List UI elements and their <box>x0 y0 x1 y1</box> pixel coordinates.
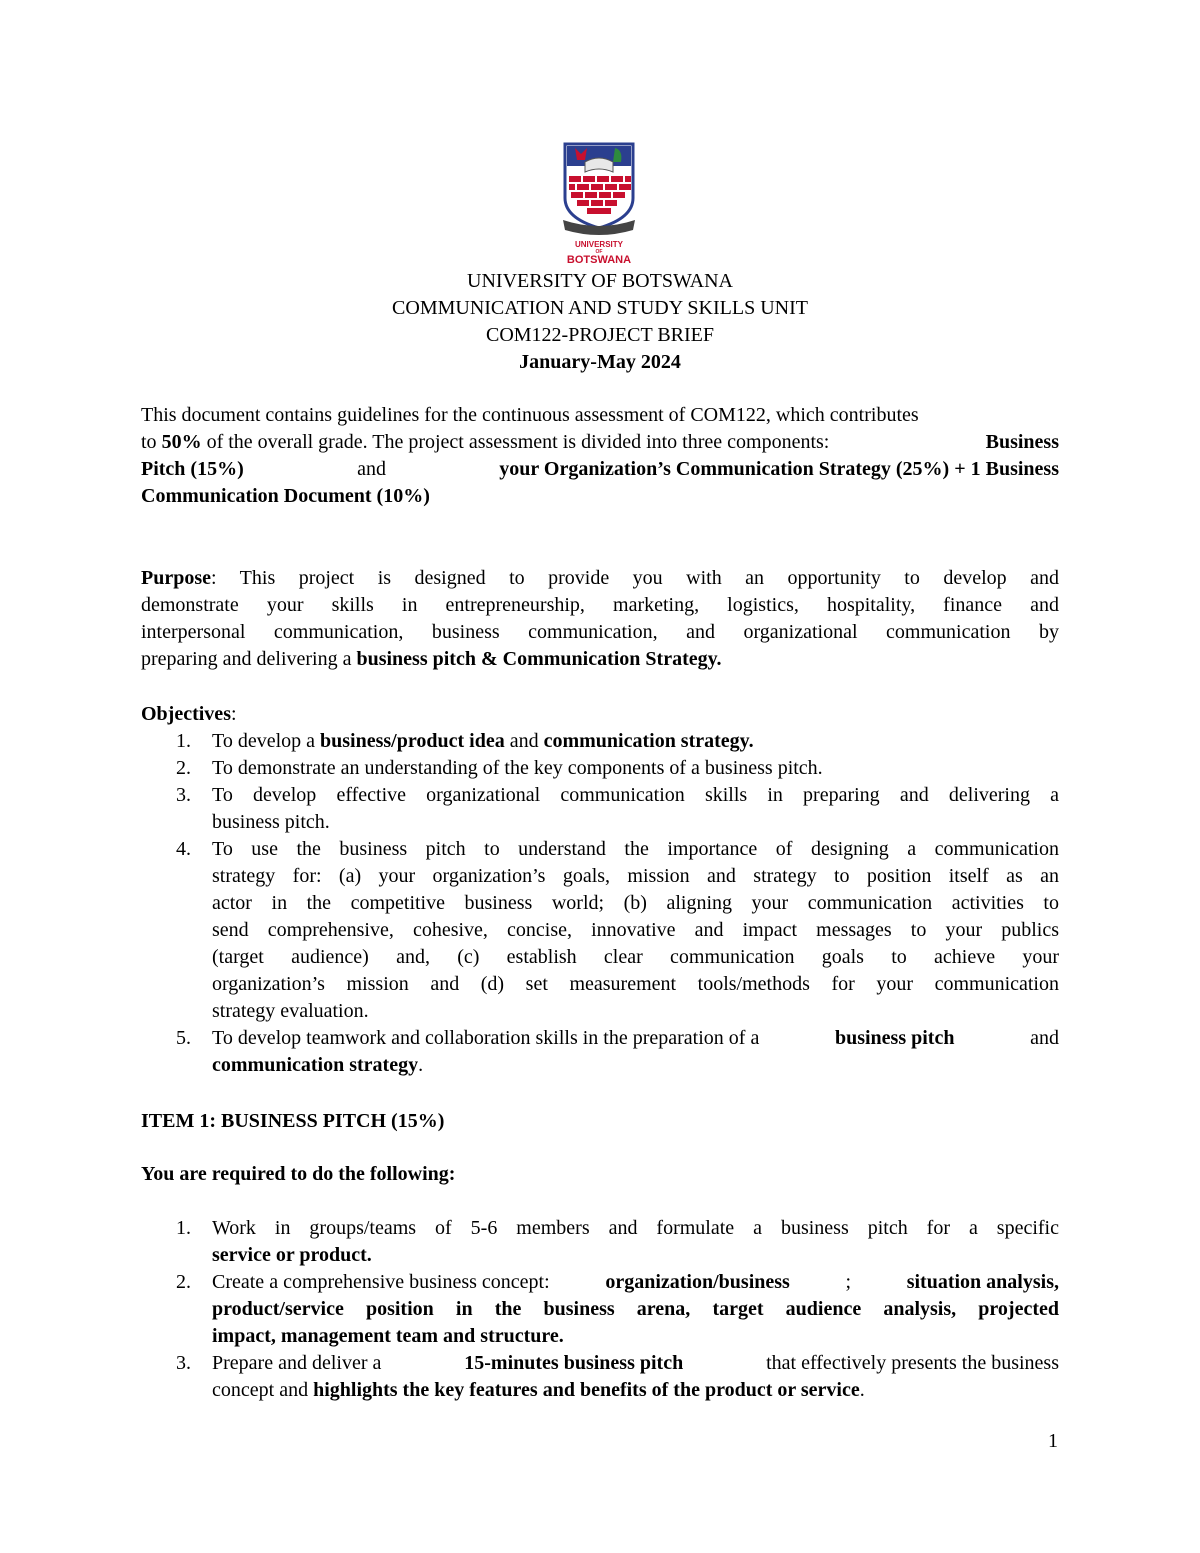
purpose-line-1: Purpose : This project is designed to provide you with an opportunity to develop and <box>141 565 1059 592</box>
purpose-line-2: demonstrate your skills in entrepreneurship, marketing, logistics, hospitality, finance and <box>141 594 1059 616</box>
list-item: 2. To demonstrate an understanding of the key components of a business pitch. <box>176 757 823 779</box>
objectives-section <box>141 701 1059 1079</box>
page-number: 1 <box>1048 1430 1058 1452</box>
document-header <box>0 268 1200 376</box>
intro-line-4: Communication Document (10%) <box>141 485 430 507</box>
crest-icon <box>561 140 637 240</box>
header-course: COM122-PROJECT BRIEF <box>485 324 714 346</box>
list-item: 3. Prepare and deliver a 15-minutes business pitch that effectively presents the business concept and highlights the key features and benefits of the product or service. <box>176 1352 1059 1401</box>
item1-required-heading: You are required to do the following: <box>141 1163 456 1185</box>
header-unit: COMMUNICATION AND STUDY SKILLS UNIT <box>392 297 808 319</box>
intro-paragraph <box>141 402 1059 510</box>
logo-name-line1: UNIVERSITY <box>574 240 623 249</box>
intro-line-1: This document contains guidelines for the continuous assessment of COM122, which contributes <box>141 404 919 426</box>
purpose-paragraph <box>141 565 1059 673</box>
university-crest-logo <box>561 140 637 268</box>
purpose-line-4: preparing and delivering a business pitch & Communication Strategy. <box>141 648 722 670</box>
objectives-heading: Objectives: <box>141 703 237 725</box>
list-item: 3. To develop effective organizational communication skills in preparing and delivering a business pitch. <box>176 784 1059 833</box>
list-item: 2. Create a comprehensive business concept: organization/business ; situation analysis, product/service position in the business arena, target audience analysis, projected impact, management team and structure. <box>176 1271 1059 1347</box>
list-item: 4. To use the business pitch to understand the importance of designing a communication strategy for: (a) your organization’s goals, mission and strategy to position itself as an actor in the competitive business world; (b) aligning your communication activities to send comprehensive, cohesive, concise, innovative and impact messages to your publics (target audience) and, (c) establish clear communication goals to achieve your organization’s mission and (d) set measurement tools/methods for your communication strategy evaluation. <box>176 838 1059 1022</box>
item1-title: ITEM 1: BUSINESS PITCH (15%) <box>141 1110 445 1132</box>
item1-required <box>141 1161 1059 1188</box>
purpose-line-3: interpersonal communication, business communication, and organizational communication by <box>141 621 1059 643</box>
item1-list <box>141 1215 1059 1404</box>
header-term: January-May 2024 <box>519 351 681 373</box>
list-item: 1. To develop a business/product idea and communication strategy. <box>176 730 754 752</box>
list-item: 1. Work in groups/teams of 5-6 members and formulate a business pitch for a specific service or product. <box>176 1217 1059 1266</box>
logo-name-line2: OF <box>595 249 603 255</box>
header-university: UNIVERSITY OF BOTSWANA <box>467 270 733 292</box>
list-item: 5. To develop teamwork and collaboration skills in the preparation of a business pitch and communication strategy. <box>176 1027 1059 1076</box>
purpose-label: Purpose <box>141 567 211 589</box>
item1-section <box>141 1108 1059 1135</box>
intro-line-2: to 50% of the overall grade. The project assessment is divided into three components: Business <box>141 431 1059 453</box>
intro-line-3: Pitch (15%) and your Organization’s Communication Strategy (25%) + 1 Business <box>141 458 1059 480</box>
logo-name-line3: BOTSWANA <box>566 254 632 266</box>
